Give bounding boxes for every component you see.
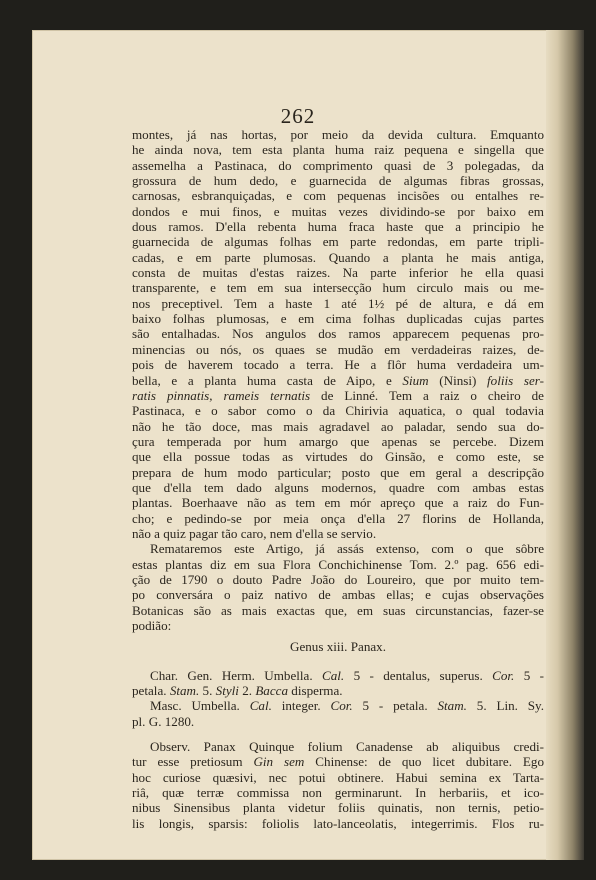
- text-line: [132, 541, 544, 556]
- text-run: de Linné. Tem a raiz o cheiro de: [310, 387, 544, 403]
- text-run: cho; e pedindo-se por meia onça d'ella 27 florins de Hollanda,: [132, 510, 544, 526]
- text-line: [132, 434, 544, 449]
- text-line: [132, 373, 544, 388]
- text-line: [132, 770, 544, 785]
- text-line: [132, 127, 544, 142]
- text-line: [132, 296, 544, 311]
- text-run: 5 -: [514, 667, 544, 683]
- text-run: não a quiz pagar tão caro, nem d'ella se servio.: [132, 525, 377, 541]
- text-run: estas plantas diz em sua Flora Conchichinense Tom. 2.º pag. 656 edi-: [132, 556, 544, 572]
- page-gutter-edge: [546, 30, 584, 860]
- text-line: [132, 557, 544, 572]
- block-gap: [132, 729, 544, 739]
- text-line: [132, 357, 544, 372]
- text-run: consta de muitas d'estas raizes. Na parte inferior he ella quasi: [132, 265, 544, 281]
- text-run: Char. Gen. Herm. Umbella.: [150, 667, 322, 683]
- text-line: [132, 234, 544, 249]
- text-run: tur esse pretiosum: [132, 754, 254, 770]
- text-run: Chinense: de quo licet dubitare. Ego: [304, 754, 544, 770]
- text-run: não he tão doce, mas mais agradavel ao paladar, sendo sua do-: [132, 418, 544, 434]
- text-line: [132, 816, 544, 831]
- text-run: minencias ou nós, os quaes se mudão em verdadeiras raizes, de-: [132, 341, 544, 357]
- text-line: [132, 800, 544, 815]
- italic-term: foliis ser-: [487, 372, 544, 388]
- italic-term: Cor.: [330, 698, 353, 714]
- text-line: [132, 618, 544, 633]
- text-run: riâ, quæ terræ commissa non germinarunt. In herbariis, et ico-: [132, 785, 544, 801]
- italic-term: Gin sem: [253, 754, 305, 770]
- text-run: baixo folhas plumosas, e em cima folhas duplicadas cujas partes: [132, 311, 544, 327]
- text-run: 5. Lin. Sy.: [466, 698, 544, 714]
- text-run: cadas, e em parte plumosas. Quando a planta he mais antiga,: [132, 249, 544, 265]
- text-run: he ainda nova, tem esta planta huma raiz pequena e singella que: [132, 142, 544, 158]
- text-run: nibus Sinensibus planta videtur foliis quinatis, non ternis, petio-: [132, 800, 544, 816]
- text-run: pl. G. 1280.: [132, 713, 195, 729]
- text-run: bella, e a planta huma casta de Aipo, e: [132, 372, 403, 388]
- text-line: [132, 785, 544, 800]
- text-line: [132, 173, 544, 188]
- italic-term: Stam.: [437, 698, 467, 714]
- text-run: carnosas, esbranquiçadas, e com pequenas incisões ou entalhes re-: [132, 188, 544, 204]
- text-run: çura temperada por hum amargo que apenas se percebe. Dizem: [132, 433, 544, 449]
- text-line: [132, 480, 544, 495]
- body-text: [132, 127, 544, 831]
- text-line: [132, 188, 544, 203]
- text-run: lis longis, sparsis: foliolis lato-lanceolatis, integerrimis. Flos ru-: [132, 815, 544, 831]
- text-run: assemelha a Pastinaca, do comprimento quasi de 3 polegadas, da: [132, 157, 544, 173]
- text-run: dous ramos. D'ella rebenta huma fraca haste que a principio he: [132, 219, 544, 235]
- italic-term: Cal.: [249, 698, 272, 714]
- text-run: que ella possue todas as virtudes do Ginsão, e como este, se: [132, 449, 544, 465]
- text-line: [132, 572, 544, 587]
- text-line: [132, 204, 544, 219]
- page-number: 262: [280, 104, 316, 128]
- text-run: 5 - petala.: [352, 698, 438, 714]
- text-run: transparente, e tem em sua intersecção hum circulo mais ou me-: [132, 280, 544, 296]
- text-line: [132, 403, 544, 418]
- text-line: [132, 587, 544, 602]
- text-run: guarnecida de algumas folhas em parte redondas, em parte tripli-: [132, 234, 544, 250]
- text-line: [132, 265, 544, 280]
- text-run: plantas. Boerhaave não as tem em mór apreço que a raiz do Fun-: [132, 495, 544, 511]
- text-run: Pastinaca, e o sabor como o da Chirivia aquatica, o qual todavia: [132, 403, 544, 419]
- paragraph-block-characters: [132, 668, 544, 729]
- text-line: [132, 698, 544, 713]
- text-run: hoc curiose quæsivi, nec potui obtinere. Habui semina ex Tarta-: [132, 769, 544, 785]
- text-line: [132, 495, 544, 510]
- italic-term: Bacca: [255, 683, 289, 699]
- text-run: montes, já nas hortas, por meio da devida cultura. Emquanto: [132, 127, 544, 142]
- text-run: 5.: [199, 683, 216, 699]
- text-line: [132, 219, 544, 234]
- text-line: [132, 714, 544, 729]
- text-line: [132, 419, 544, 434]
- text-run: (Ninsi): [428, 372, 488, 388]
- text-run: 5 - dentalus, superus.: [344, 667, 493, 683]
- italic-term: Stam.: [169, 683, 200, 699]
- text-run: Botanicas são as mais exactas que, em suas circunstancias, fazer-se: [132, 602, 544, 618]
- text-run: Remataremos este Artigo, já assás extenso, com o que sôbre: [150, 541, 544, 557]
- text-line: [132, 388, 544, 403]
- text-run: Masc. Umbella.: [150, 698, 250, 714]
- text-run: dondos e mui finos, e muitas vezes dividindo-se por baixo em: [132, 203, 544, 219]
- text-line: [132, 526, 544, 541]
- text-run: são entalhadas. Nos angulos dos ramos apparecem pequenas pro-: [132, 326, 544, 342]
- text-run: nos preceptivel. Tem a haste 1 até 1½ pé de altura, e dá em: [132, 295, 544, 311]
- italic-term: Sium: [402, 372, 429, 388]
- text-run: ção de 1790 o douto Padre João do Loureiro, que por muito tem-: [132, 571, 544, 587]
- text-run: grossura de hum dedo, e guarnecida de algumas fibras grossas,: [132, 173, 544, 189]
- text-line: [132, 342, 544, 357]
- text-run: podião:: [132, 618, 172, 633]
- text-line: [132, 449, 544, 464]
- text-run: pois de haverem tocado a terra. He a flôr huma verdadeira um-: [132, 357, 544, 373]
- text-line: [132, 668, 544, 683]
- text-line: [132, 754, 544, 769]
- text-line: [132, 739, 544, 754]
- italic-term: Cal.: [322, 667, 345, 683]
- text-run: que d'ella tem dado alguns modernos, quadre com ambas estas: [132, 479, 544, 495]
- genus-heading: Genus xiii. Panax.: [289, 639, 386, 655]
- text-line: [132, 511, 544, 526]
- text-run: prepara de hum modo particular; posto que em geral a descripção: [132, 464, 544, 480]
- text-line: [132, 603, 544, 618]
- text-run: po conversára o paiz nativo de ambas ellas; e cujas observações: [132, 587, 544, 603]
- text-line: [132, 158, 544, 173]
- italic-term: Cor.: [492, 667, 515, 683]
- text-line: [132, 683, 544, 698]
- text-line: [132, 142, 544, 157]
- text-line: [132, 465, 544, 480]
- text-run: petala.: [132, 683, 170, 699]
- paragraph-block-main: [132, 127, 544, 633]
- italic-term: ratis pinnatis, rameis ternatis: [132, 387, 311, 403]
- italic-term: Styli: [215, 683, 239, 699]
- text-run: 2.: [238, 683, 256, 699]
- text-run: integer.: [271, 698, 331, 714]
- text-run: disperma.: [288, 683, 343, 699]
- text-line: [132, 280, 544, 295]
- paragraph-block-observation: [132, 739, 544, 831]
- text-line: [132, 250, 544, 265]
- text-run: Observ. Panax Quinque folium Canadense ab aliquibus credi-: [150, 739, 544, 755]
- text-line: [132, 311, 544, 326]
- text-line: [132, 326, 544, 341]
